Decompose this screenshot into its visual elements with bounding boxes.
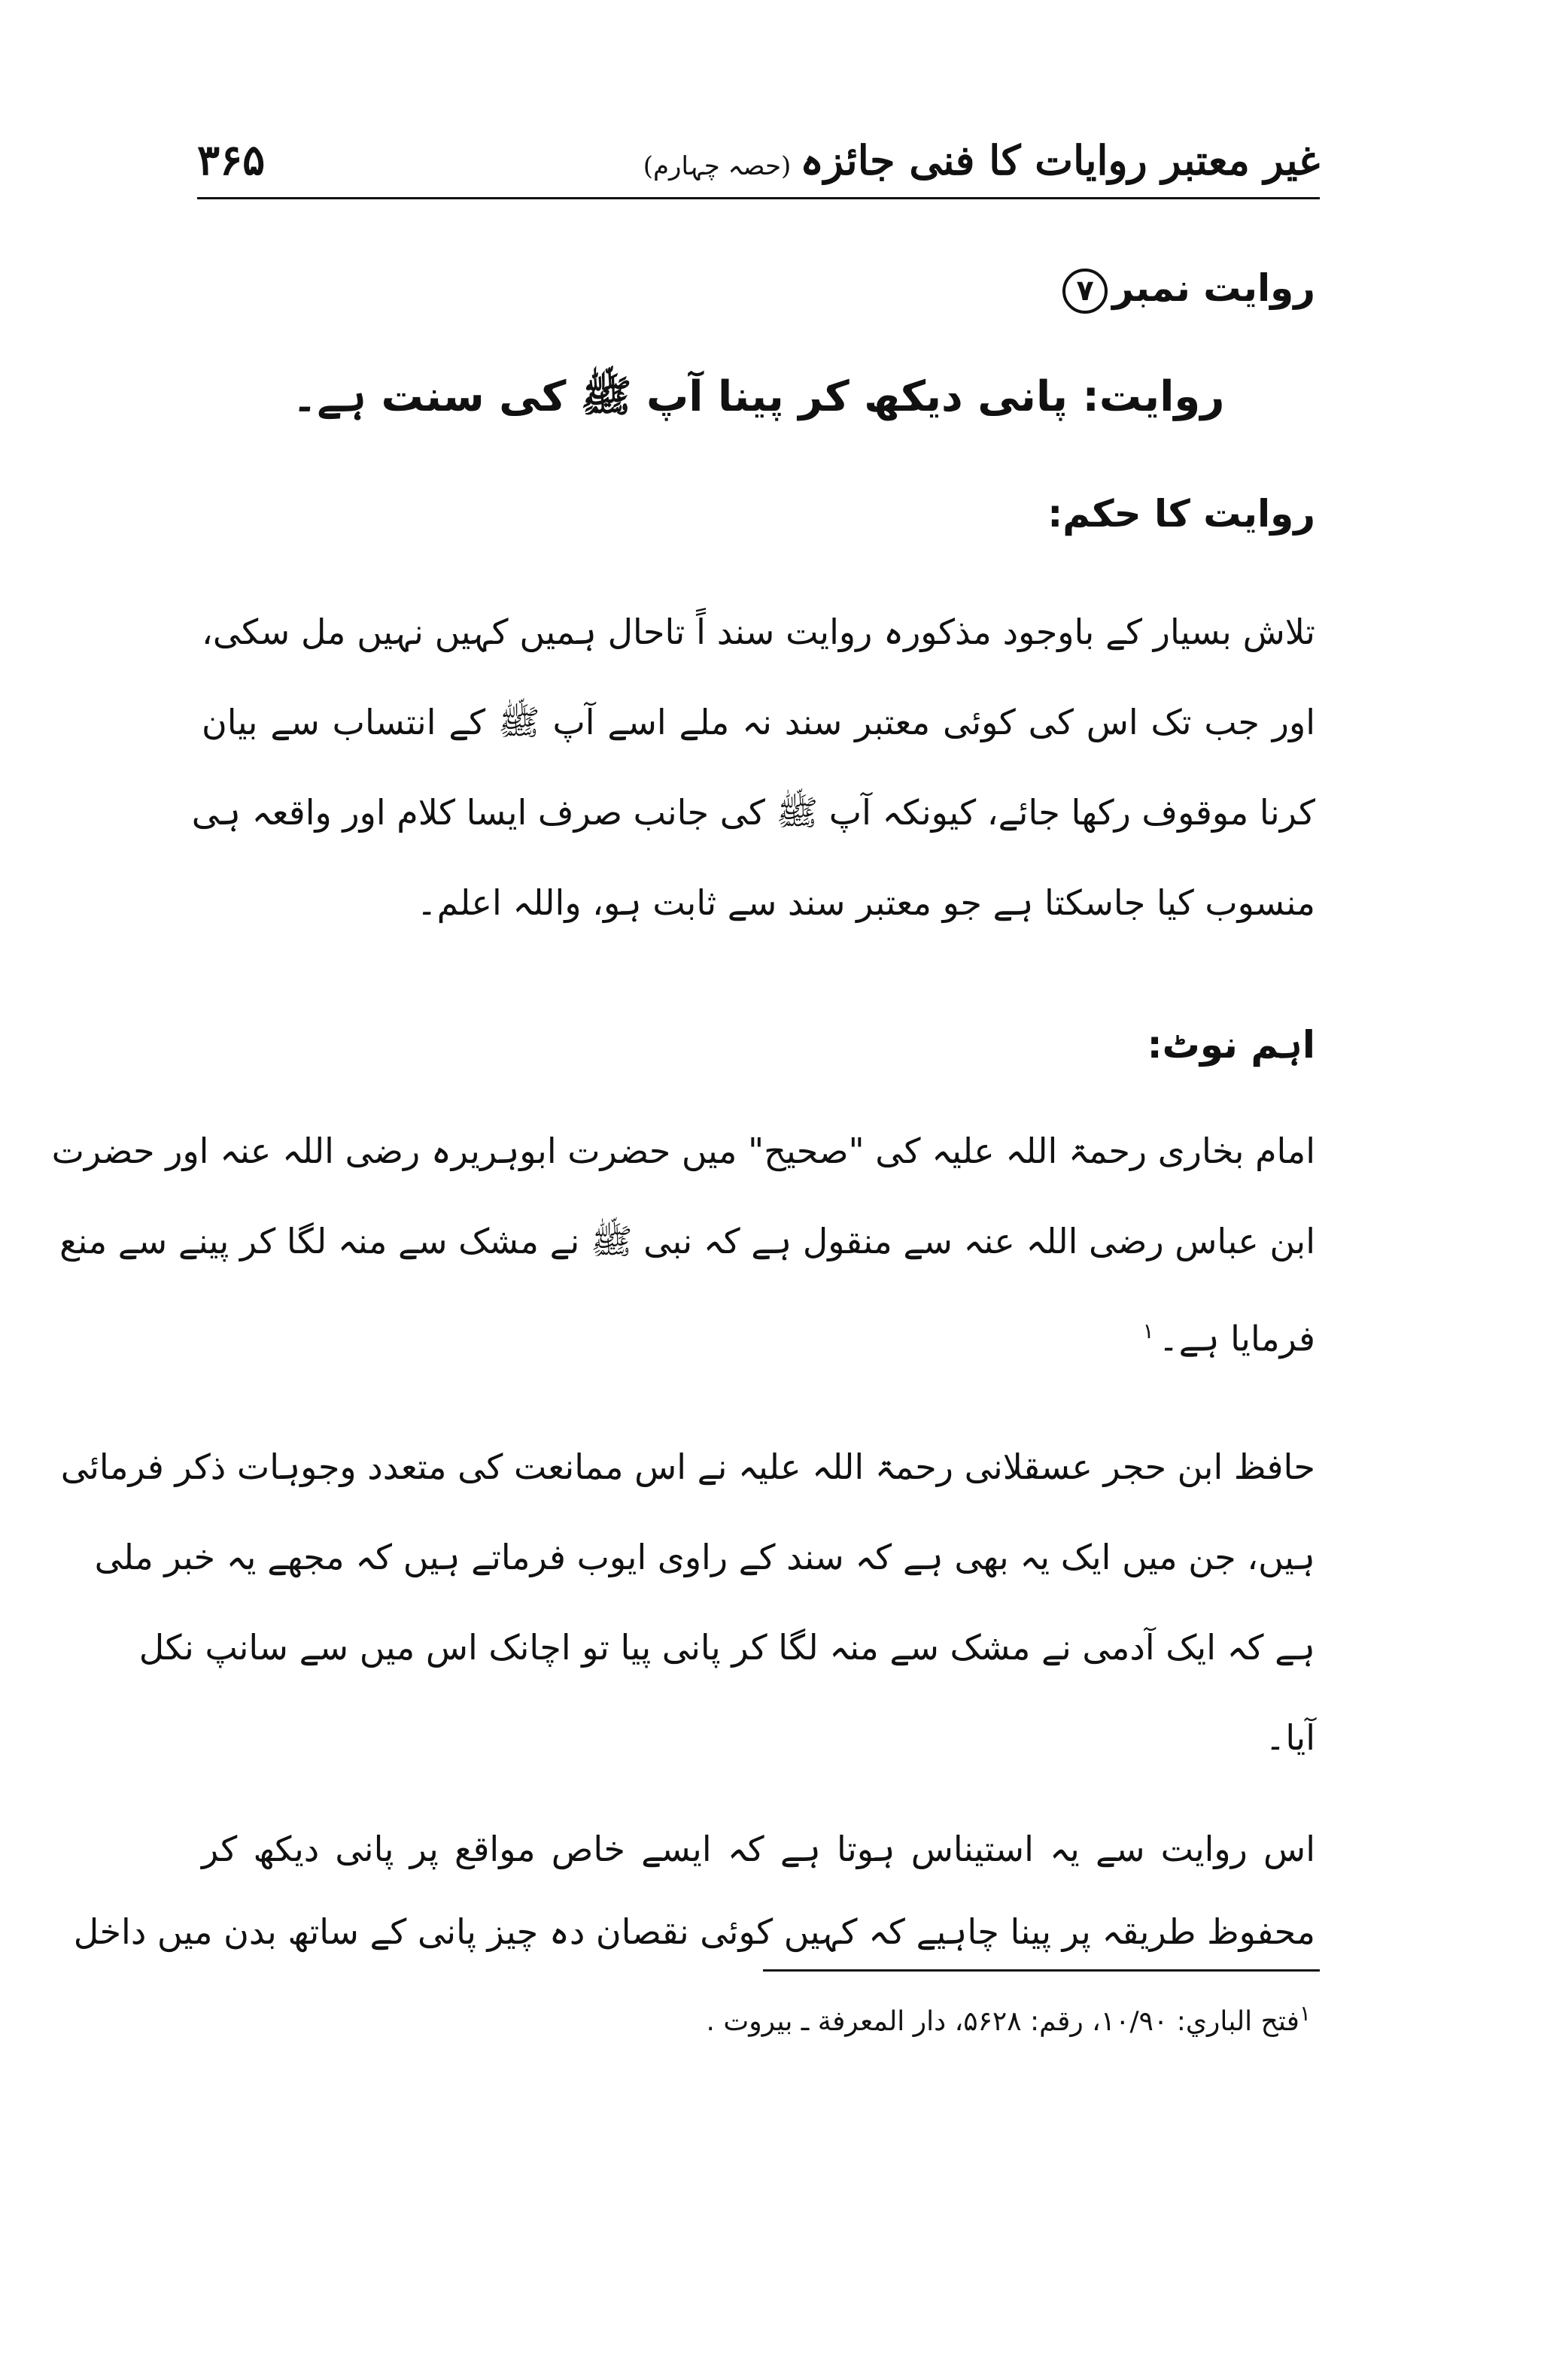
narration-number-badge: ۷ bbox=[1062, 269, 1108, 314]
narration-number-label: روایت نمبر bbox=[1112, 266, 1315, 310]
note-line-text: فرمایا ہے۔ bbox=[1158, 1318, 1315, 1359]
note-line: ابن عباس رضی اللہ عنہ سے منقول ہے کہ نبی ﷺ نے مشک سے منہ لگا کر پینے سے منع bbox=[59, 1221, 1315, 1261]
ruling-line: اور جب تک اس کی کوئی معتبر سند نہ ملے اسے آپ ﷺ کے انتساب سے بیان bbox=[202, 702, 1315, 742]
footnote-mark: ۱ bbox=[1299, 2001, 1311, 2026]
hafiz-line: ہے کہ ایک آدمی نے مشک سے منہ لگا کر پانی پیا تو اچانک اس میں سے سانپ نکل bbox=[138, 1627, 1315, 1668]
note-line: امام بخاری رحمۃ اللہ علیہ کی "صحیح" میں حضرت ابوہریرہ رضی اللہ عنہ اور حضرت bbox=[51, 1131, 1315, 1171]
footnote-divider bbox=[763, 1969, 1320, 1972]
running-title bbox=[643, 134, 1320, 193]
ruling-heading: روایت کا حکم: bbox=[1047, 492, 1315, 536]
book-title: غیر معتبر روایات کا فنی جائزہ bbox=[800, 136, 1320, 184]
page-number: ۳۶۵ bbox=[197, 135, 266, 185]
page-header bbox=[197, 134, 1320, 187]
narration-number-heading bbox=[202, 262, 1315, 314]
footnote-text: فتح الباري: ۱۰/۹۰، رقم: ۵۶۲۸، دار المعرفة ـ بيروت . bbox=[706, 2006, 1299, 2037]
header-divider bbox=[197, 197, 1320, 199]
hafiz-line: حافظ ابن حجر عسقلانی رحمۃ اللہ علیہ نے اس ممانعت کی متعدد وجوہات ذکر فرمائی bbox=[60, 1447, 1315, 1487]
hafiz-line: ہیں، جن میں ایک یہ بھی ہے کہ سند کے راوی ایوب فرماتے ہیں کہ مجھے یہ خبر ملی bbox=[94, 1537, 1315, 1577]
footnote bbox=[488, 2001, 1315, 2037]
ruling-line: تلاش بسیار کے باوجود مذکورہ روایت سند اً تاحال ہمیں کہیں نہیں مل سکی، bbox=[202, 612, 1315, 652]
note-heading: اہم نوٹ: bbox=[1147, 1023, 1315, 1067]
book-part: (حصہ چہارم) bbox=[643, 151, 792, 181]
narration-text: روایت: پانی دیکھ کر پینا آپ ﷺ کی سنت ہے۔ bbox=[292, 372, 1225, 421]
ruling-line: کرنا موقوف رکھا جائے، کیونکہ آپ ﷺ کی جانب صرف ایسا کلام اور واقعہ ہی bbox=[191, 792, 1315, 833]
note-line-last bbox=[202, 1301, 1315, 1362]
hafiz-line: آیا۔ bbox=[1265, 1717, 1315, 1758]
closing-line: اس روایت سے یہ استیناس ہوتا ہے کہ ایسے خاص مواقع پر پانی دیکھ کر bbox=[202, 1829, 1315, 1869]
ruling-line: منسوب کیا جاسکتا ہے جو معتبر سند سے ثابت ہو، واللہ اعلم۔ bbox=[416, 882, 1315, 923]
closing-line: محفوظ طریقہ پر پینا چاہیے کہ کہیں کوئی نقصان دہ چیز پانی کے ساتھ بدن میں داخل bbox=[73, 1911, 1315, 1952]
footnote-reference: ۱ bbox=[1142, 1319, 1154, 1343]
